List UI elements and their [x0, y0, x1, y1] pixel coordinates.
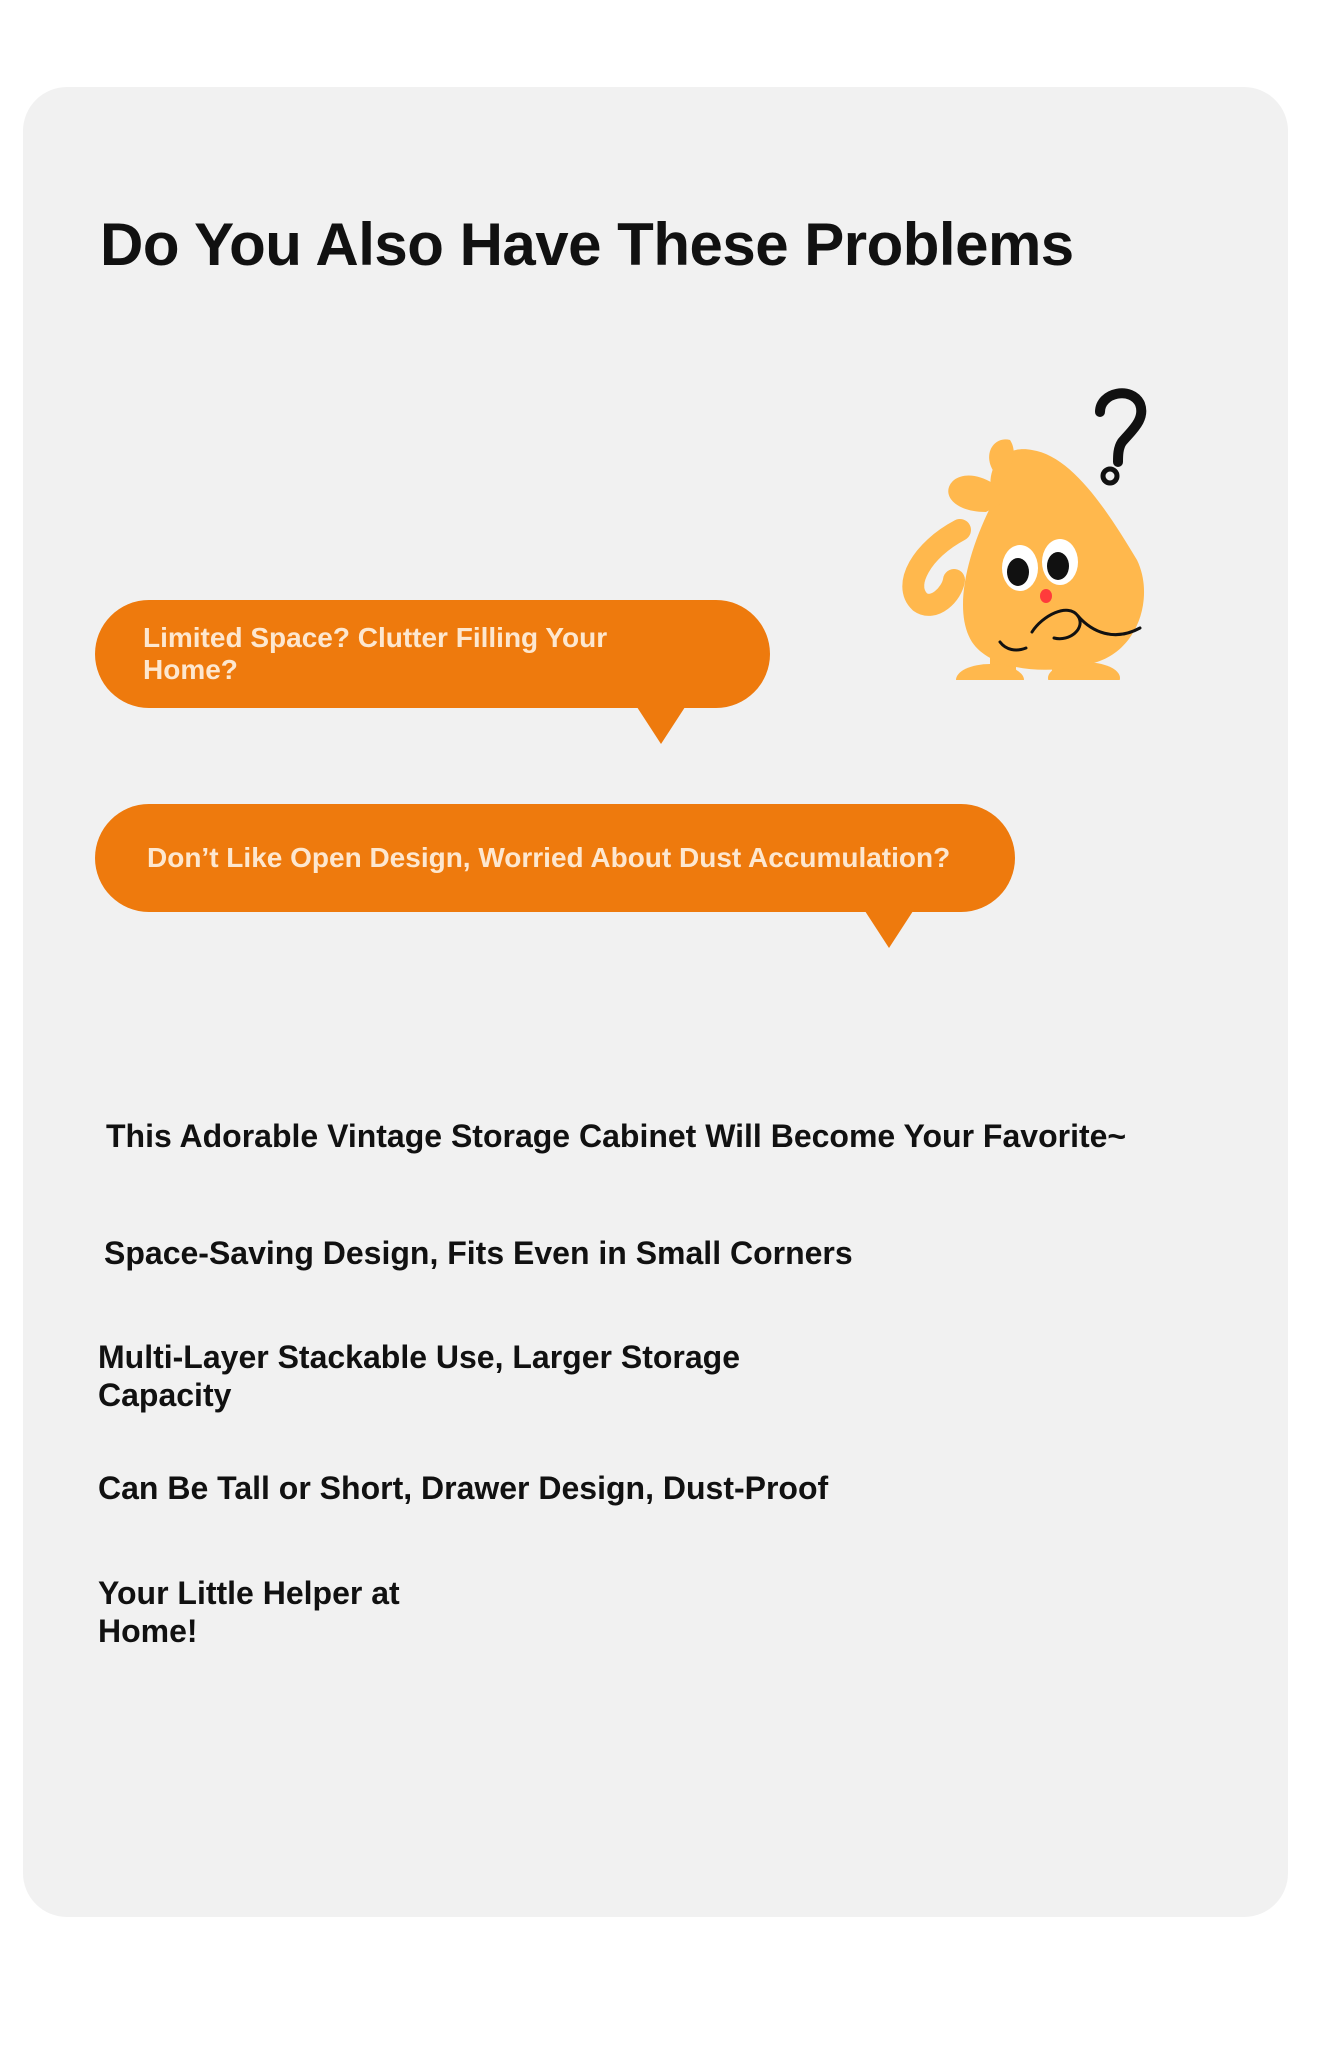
- bubble-text: Limited Space? Clutter Filling Your Home?: [143, 622, 608, 685]
- feature-line-helper: Your Little Helper at Home!: [98, 1575, 400, 1649]
- speech-bubble-open-design: [95, 804, 1015, 912]
- feature-line-favorite: This Adorable Vintage Storage Cabinet Will Become Your Favorite~: [106, 1118, 1127, 1154]
- question-mascot-icon: [882, 380, 1172, 680]
- speech-bubble-tail: [863, 908, 915, 948]
- bubble-text: Don’t Like Open Design, Worried About Dust Accumulation?: [147, 842, 951, 873]
- speech-bubble-tail: [635, 704, 687, 744]
- page-title: Do You Also Have These Problems: [100, 211, 1074, 278]
- feature-line-dust-proof: Can Be Tall or Short, Drawer Design, Dust-Proof: [98, 1470, 829, 1506]
- feature-line-stackable: Multi-Layer Stackable Use, Larger Storage Capacity: [98, 1339, 740, 1413]
- feature-line-space-saving: Space-Saving Design, Fits Even in Small Corners: [104, 1235, 853, 1271]
- speech-bubble-limited-space: [95, 600, 770, 708]
